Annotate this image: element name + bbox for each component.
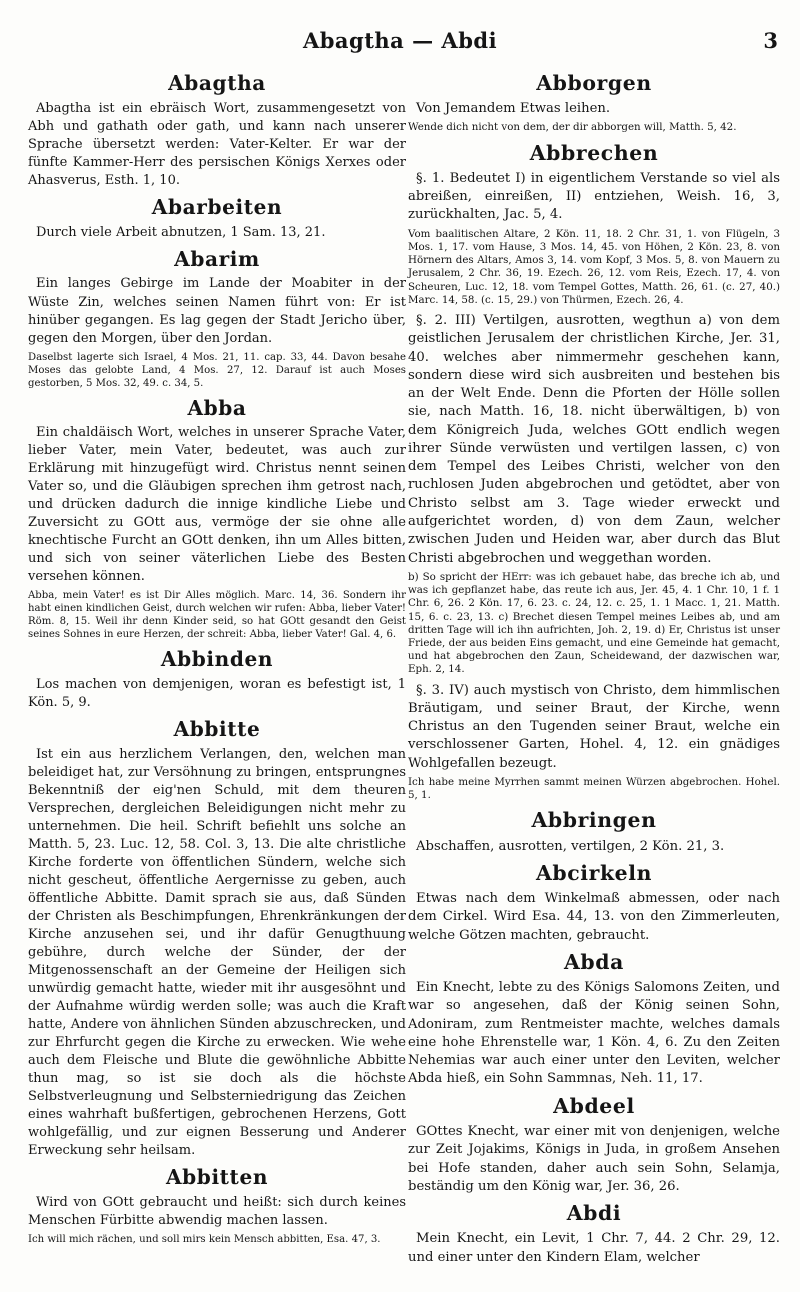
headword: Abbitte	[173, 717, 261, 742]
scripture-note-2: b) So spricht der HErr: was ich gebauet habe, das breche ich ab, und was ich gepflanzet habe, das reute ich aus, Jer. 45, 4. 1 Chr. 10, 1 f. 1 Chr. 6, 26. 2 Kön. 17, 6. 23. c. 24, 12. c. 25, 1. 1 Macc. 1, 21. Matth. 15, 6. c. 23, 13. c) Brechet diesen Tempel meines Leibes ab, und am dritten Tage will ich ihn aufrichten, Joh. 2, 19. d) Er, Christus ist unser Friede, der aus beiden Eins gemacht, und eine Gemeinde hat gemacht, und hat abgebrochen den Zaun, Scheidewand, der dazwischen war, Eph. 2, 14.	[408, 570, 780, 676]
left-column	[28, 68, 406, 1251]
entry-body: Etwas nach dem Winkelmaß abmessen, oder nach dem Cirkel. Wird Esa. 44, 13. von den Zimmerleuten, welche Götzen machten, gebraucht.	[408, 891, 780, 943]
headword: Abda	[564, 949, 624, 974]
entry-body: Ein langes Gebirge im Lande der Moabiter in der Wüste Zin, welches seinen Namen führt von: Er ist hinüber gegangen. Es lag gegen der Stadt Jericho über, gegen den Morgen, über den Jordan.	[28, 276, 406, 346]
headword: Abarim	[174, 246, 260, 271]
entry-body-section-2: §. 2. III) Vertilgen, ausrotten, wegthun a) von dem geistlichen Jerusalem der christlichen Kirche, Jer. 31, 40. welches aber nimmermehr geschehen kann, sondern diese wird sich ausbreiten und bestehen bis an der Welt Ende. Denn die Pforten der Hölle sollen sie, nach Matth. 16, 18. nicht überwältigen, b) von dem Königreich Juda, welches GOtt endlich wegen ihrer Sünde verwüsten und vertilgen lassen, c) von dem Tempel des Leibes Christi, welcher von den ruchlosen Juden abgebrochen und getödtet, aber von Christo selbst am 3. Tage wieder erweckt und aufgerichtet worden, d) von dem Zaun, welcher zwischen Juden und Heiden war, aber durch das Blut Christi abgebrochen und weggethan worden.	[408, 312, 780, 566]
entry-body: Los machen von demjenigen, woran es befestigt ist, 1 Kön. 5, 9.	[28, 677, 406, 711]
entry-abba	[28, 395, 406, 642]
entry-abbrechen	[408, 140, 780, 803]
entry-abbitten	[28, 1164, 406, 1246]
headword: Abbringen	[531, 808, 657, 833]
entry-abbinden	[28, 646, 406, 712]
running-head-title: Abagtha — Abdi	[302, 28, 498, 53]
scripture-note: Wende dich nicht von dem, der dir abborgen will, Matth. 5, 42.	[408, 121, 737, 134]
entry-abdeel	[408, 1093, 780, 1196]
entry-abbitte	[28, 716, 406, 1160]
entry-body: Von Jemandem Etwas leihen.	[416, 101, 611, 117]
scripture-note: Ich will mich rächen, und soll mirs kein Mensch abbitten, Esa. 47, 3.	[28, 1234, 381, 1246]
headword: Abdi	[566, 1201, 622, 1226]
headword: Abba	[187, 395, 247, 420]
entry-body: Abagtha ist ein ebräisch Wort, zusammengesetzt von Abh und gathath oder gath, und kann nach unserer Sprache übersetzt werden: Vater-Kelter. Er war der fünfte Kammer-Herr des persischen Königs Xerxes oder Ahasverus, Esth. 1, 10.	[28, 100, 406, 188]
entry-body: Ist ein aus herzlichem Verlangen, den, welchen man beleidiget hat, zur Versöhnung zu bringen, entsprungnes Bekenntniß der eig'nen Schuld, mit dem theuren Versprechen, dergleichen Beleidigungen nicht mehr zu unternehmen. Die heil. Schrift befiehlt uns solche an Matth. 5, 23. Luc. 12, 58. Col. 3, 13. Die alte christliche Kirche forderte von öffentlichen Sündern, welche sich nicht gescheut, öffentliche Aergernisse zu geben, auch öffentliche Abbitte. Damit sprach sie aus, daß Sünden der Christen als Beschimpfungen, Ehrenkränkungen der Kirche anzusehen sei, und ihr dafür Genugthuung gebühre, durch welche der Sünder, der der Mitgenossenschaft an der Gemeine der Heiligen sich unwürdig gemacht hatte, wieder mit ihr ausgesöhnt und der Aufnahme würdig werden solle; was auch die Kraft hatte, Andere von ähnlichen Sünden abzuschrecken, und zur Ehrfurcht gegen die Kirche zu erwecken. Wie wehe auch dem Fleische und Blute die gewöhnliche Abbitte thun mag, so ist sie doch als die höchste Selbstverleugnung und Selbsterniedrigung das Zeichen eines wahrhaft bußfertigen, gebrochenen Herzens, Gott wohlgefällig, und zur eignen Besserung und Anderer Erweckung sehr heilsam.	[28, 747, 406, 1159]
entry-abarbeiten	[28, 194, 406, 242]
entry-abbringen	[408, 807, 780, 855]
entry-abdi	[408, 1200, 780, 1267]
entry-abarim	[28, 246, 406, 390]
entry-abborgen	[408, 70, 780, 135]
page-number: 3	[763, 28, 778, 53]
headword: Abborgen	[536, 71, 652, 95]
entry-body: §. 1. Bedeutet I) in eigentlichem Verstande so viel als abreißen, einreißen, II) entziehen, Weish. 16, 3, zurückhalten, Jac. 5, 4.	[408, 170, 780, 223]
entry-body: Durch viele Arbeit abnutzen, 1 Sam. 13, 21.	[36, 224, 326, 240]
headword: Abagtha	[168, 71, 266, 95]
entry-body: GOttes Knecht, war einer mit von denjenigen, welche zur Zeit Jojakims, Königs in Juda, in großem Ansehen bei Hofe standen, daher auch sein Sohn, Selamja, beständig um den König war, Jer. 36, 26.	[408, 1123, 780, 1194]
entry-body-section-3: §. 3. IV) auch mystisch von Christo, dem himmlischen Bräutigam, und seiner Braut, der Kirche, wenn Christus an den Tugenden seiner Braut, welche ein verschlossener Garten, Hohel. 4, 12. ein gnädiges Wohlgefallen bezeugt.	[408, 682, 780, 771]
entry-body: Mein Knecht, ein Levit, 1 Chr. 7, 44. 2 Chr. 29, 12. und einer unter den Kindern Elam, welcher	[408, 1231, 780, 1265]
right-column	[408, 68, 780, 1271]
headword: Abbitten	[165, 1165, 269, 1190]
scripture-note: Abba, mein Vater! es ist Dir Alles möglich. Marc. 14, 36. Sondern ihr habt einen kindlichen Geist, durch welchen wir rufen: Abba, lieber Vater! Röm. 8, 15. Weil ihr denn Kinder seid, so hat GOtt gesandt den Geist seines Sohnes in eure Herzen, der schreit: Abba, lieber Vater! Gal. 4, 6.	[28, 590, 406, 641]
scripture-note: Vom baalitischen Altare, 2 Kön. 11, 18. 2 Chr. 31, 1. von Flügeln, 3 Mos. 1, 17. vom Hause, 3 Mos. 14, 45. von Höhen, 2 Kön. 23, 8. von Hörnern des Altars, Amos 3, 14. vom Kopf, 3 Mos. 5, 8. von Mauern zu Jerusalem, 2 Chr. 36, 19. Ezech. 26, 12. vom Reis, Ezech. 17, 4. von Scheuren, Luc. 12, 18. vom Tempel Gottes, Matth. 26, 61. (c. 27, 40.) Marc. 14, 58. (c. 15, 29.) von Thürmen, Ezech. 26, 4.	[408, 227, 780, 306]
entry-body: Ein chaldäisch Wort, welches in unserer Sprache Vater, lieber Vater, mein Vater, bedeutet, was auch zur Erklärung mit hinzugefügt wird. Christus nennt seinen Vater so, und die Gläubigen sprechen ihm getrost nach, und drücken dadurch die innige kindliche Liebe und Zuversicht zu GOtt aus, vermöge der sie ohne alle knechtische Furcht an GOtt denken, ihn um Alles bitten, und sich von seiner väterlichen Liebe des Besten versehen können.	[28, 425, 406, 585]
entry-abda	[408, 949, 780, 1089]
scripture-note-3: Ich habe meine Myrrhen sammt meinen Würzen abgebrochen. Hohel. 5, 1.	[408, 775, 780, 802]
scripture-note: Daselbst lagerte sich Israel, 4 Mos. 21, 11. cap. 33, 44. Davon besahe Moses das gelobte Land, 4 Mos. 27, 12. Darauf ist auch Moses gestorben, 5 Mos. 32, 49. c. 34, 5.	[28, 351, 406, 389]
entry-body: Abschaffen, ausrotten, vertilgen, 2 Kön. 21, 3.	[416, 838, 725, 854]
headword: Abarbeiten	[151, 194, 283, 219]
headword: Abdeel	[553, 1093, 635, 1118]
headword: Abbinden	[160, 647, 274, 672]
running-head	[0, 26, 800, 56]
entry-abagtha	[28, 70, 406, 190]
headword: Abbrechen	[529, 140, 659, 165]
entry-abcirkeln	[408, 860, 780, 945]
entry-body: Wird von GOtt gebraucht und heißt: sich durch keines Menschen Fürbitte abwendig machen lassen.	[28, 1195, 406, 1229]
entry-body: Ein Knecht, lebte zu des Königs Salomons Zeiten, und war so angesehen, daß der König seinen Sohn, Adoniram, zum Rentmeister machte, welches damals eine hohe Ehrenstelle war, 1 Kön. 4, 6. Zu den Zeiten Nehemias war auch einer unter den Leviten, welcher Abda hieß, ein Sohn Sammnas, Neh. 11, 17.	[408, 980, 780, 1087]
headword: Abcirkeln	[535, 860, 653, 885]
